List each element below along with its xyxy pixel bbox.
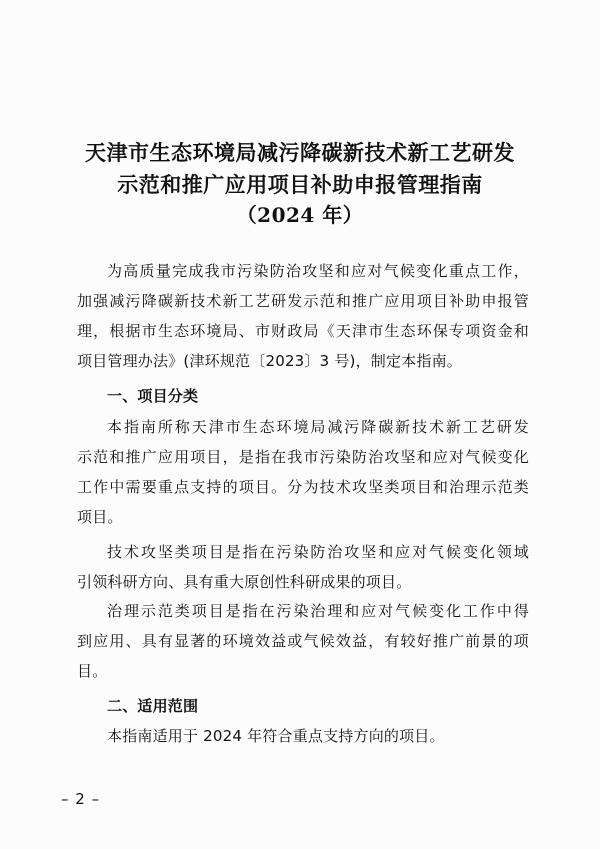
paragraph-line: 本指南所称天津市生态环境局减污降碳新技术新工艺研发: [107, 418, 529, 436]
document-title-line-1: 天津市生态环境局减污降碳新技术新工艺研发: [85, 140, 515, 165]
section-heading: 一、项目分类: [107, 387, 199, 405]
paragraph-line: 示范和推广应用项目，是指在我市污染防治攻坚和应对气候变化: [77, 448, 529, 466]
document-title-year: （2024 年）: [236, 203, 364, 227]
intro-line: 为高质量完成我市污染防治攻坚和应对气候变化重点工作，: [107, 262, 529, 280]
paragraph-line: 治理示范类项目是指在污染治理和应对气候变化工作中得: [107, 602, 529, 620]
paragraph-line: 项目。: [77, 508, 123, 526]
intro-line: 项目管理办法》(津环规范〔2023〕3 号)，制定本指南。: [77, 352, 462, 370]
section-1-paragraph-1: [77, 412, 529, 532]
intro-paragraph: [77, 256, 529, 376]
section-heading: 二、适用范围: [107, 697, 199, 715]
section-1-heading-block: [77, 381, 529, 411]
section-2-heading-block: [77, 691, 529, 721]
section-1-paragraph-3: [77, 596, 529, 686]
intro-line: 加强减污降碳新技术新工艺研发示范和推广应用项目补助申报管: [77, 292, 529, 310]
paragraph-line: 工作中需要重点支持的项目。分为技术攻坚类项目和治理示范类: [77, 478, 529, 496]
paragraph-line: 技术攻坚类项目是指在污染防治攻坚和应对气候变化领域: [107, 543, 529, 561]
section-2-paragraph-1: [77, 721, 529, 751]
paragraph-line: 到应用、具有显著的环境效益或气候效益，有较好推广前景的项: [77, 632, 529, 650]
document-title-line-2: 示范和推广应用项目补助申报管理指南: [117, 172, 483, 197]
intro-line: 理，根据市生态环境局、市财政局《天津市生态环保专项资金和: [77, 322, 529, 340]
paragraph-line: 引领科研方向、具有重大原创性科研成果的项目。: [77, 573, 412, 591]
paragraph-line: 本指南适用于 2024 年符合重点支持方向的项目。: [107, 727, 445, 745]
page-number: – 2 –: [61, 790, 101, 808]
section-1-paragraph-2: [77, 537, 529, 597]
paragraph-line: 目。: [77, 662, 108, 680]
